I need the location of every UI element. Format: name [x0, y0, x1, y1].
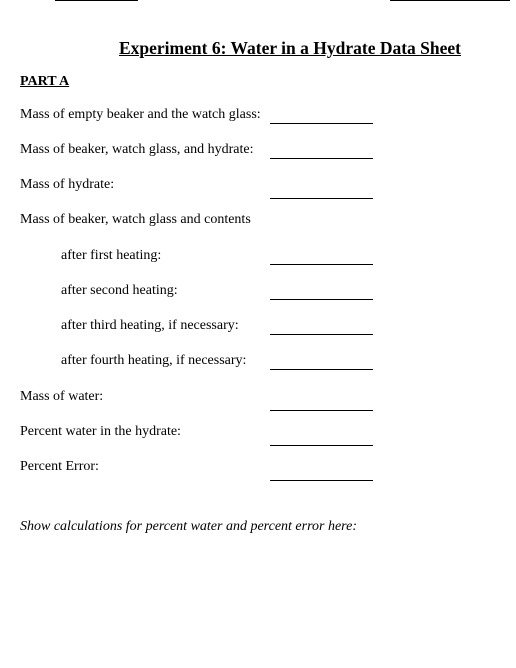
- answer-blank[interactable]: [270, 123, 373, 124]
- row-beaker-hydrate-mass: [0, 142, 516, 162]
- row-label: after first heating:: [61, 248, 162, 263]
- row-percent-error: [0, 459, 516, 479]
- row-water-mass: [0, 389, 516, 409]
- row-contents-header: [0, 212, 516, 232]
- top-date-line: [390, 0, 510, 1]
- answer-blank[interactable]: [270, 334, 373, 335]
- row-third-heating: [0, 318, 516, 338]
- row-hydrate-mass: [0, 177, 516, 197]
- answer-blank[interactable]: [270, 299, 373, 300]
- page-title: Experiment 6: Water in a Hydrate Data Sheet: [118, 38, 462, 58]
- answer-blank[interactable]: [270, 158, 373, 159]
- answer-blank[interactable]: [270, 198, 373, 199]
- row-percent-water: [0, 424, 516, 444]
- row-label: after second heating:: [61, 283, 178, 298]
- row-label: Mass of empty beaker and the watch glass:: [20, 107, 261, 122]
- row-label: after third heating, if necessary:: [61, 318, 239, 333]
- answer-blank[interactable]: [270, 369, 373, 370]
- row-label: Percent water in the hydrate:: [20, 424, 181, 439]
- answer-blank[interactable]: [270, 480, 373, 481]
- calculations-prompt: Show calculations for percent water and percent error here:: [20, 519, 357, 534]
- row-second-heating: [0, 283, 516, 303]
- answer-blank[interactable]: [270, 445, 373, 446]
- row-label: Mass of beaker, watch glass and contents: [20, 212, 251, 227]
- row-empty-beaker-mass: [0, 107, 516, 127]
- row-first-heating: [0, 248, 516, 268]
- answer-blank[interactable]: [270, 410, 373, 411]
- row-label: after fourth heating, if necessary:: [61, 353, 247, 368]
- row-label: Percent Error:: [20, 459, 99, 474]
- row-label: Mass of hydrate:: [20, 177, 115, 192]
- row-label: Mass of beaker, watch glass, and hydrate:: [20, 142, 254, 157]
- row-label: Mass of water:: [20, 389, 104, 404]
- answer-blank[interactable]: [270, 264, 373, 265]
- top-name-line: [55, 0, 138, 1]
- row-fourth-heating: [0, 353, 516, 373]
- part-heading: PART A: [20, 74, 70, 89]
